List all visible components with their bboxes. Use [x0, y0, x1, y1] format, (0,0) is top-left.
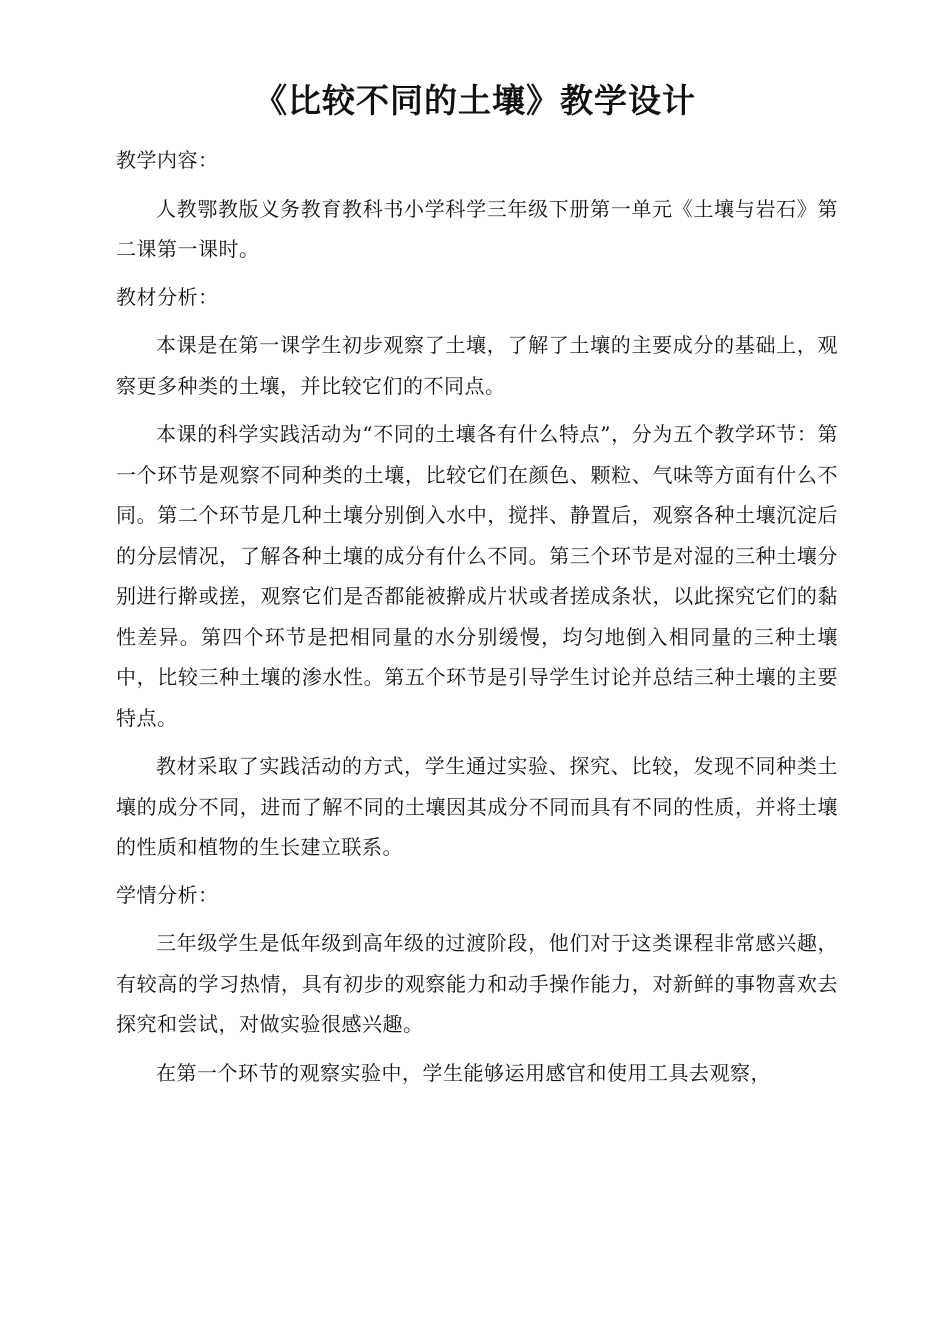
- paragraph: 本课是在第一课学生初步观察了土壤，了解了土壤的主要成分的基础上，观察更多种类的土壤，并比较它们的不同点。: [116, 333, 838, 398]
- paragraph: 在第一个环节的观察实验中，学生能够运用感官和使用工具去观察，: [156, 1060, 771, 1085]
- paragraph: 人教鄂教版义务教育教科书小学科学三年级下册第一单元《土壤与岩石》第二课第一课时。: [116, 196, 838, 261]
- paragraph: 三年级学生是低年级到高年级的过渡阶段，他们对于这类课程非常感兴趣，有较高的学习热情，具有初步的观察能力和动手操作能力，对新鲜的事物喜欢去探究和尝试，对做实验很感兴趣。: [116, 931, 838, 1036]
- section-heading-teaching-content: 教学内容：: [116, 148, 219, 172]
- paragraph: 本课的科学实践活动为“不同的土壤各有什么特点”，分为五个教学环节：第一个环节是观察不同种类的土壤，比较它们在颜色、颗粒、气味等方面有什么不同。第二个环节是几种土壤分别倒入水中，搅拌、静置后，观察各种土壤沉淀后的分层情况，了解各种土壤的成分有什么不同。第三个环节是对湿的三种土壤分别进行擀或搓，观察它们是否都能被擀成片状或者搓成条状，以此探究它们的黏性差异。第四个环节是把相同量的水分别缓慢，均匀地倒入相同量的三种土壤中，比较三种土壤的渗水性。第五个环节是引导学生讨论并总结三种土壤的主要特点。: [116, 422, 838, 730]
- document-body: [116, 140, 838, 1093]
- document-title: 《比较不同的土壤》教学设计: [254, 81, 696, 120]
- paragraph: 教材采取了实践活动的方式，学生通过实验、探究、比较，发现不同种类土壤的成分不同，进而了解不同的土壤因其成分不同而具有不同的性质，并将土壤的性质和植物的生长建立联系。: [116, 754, 838, 859]
- section-heading-student-analysis: 学情分析：: [116, 882, 219, 907]
- section-heading-textbook-analysis: 教材分析：: [116, 284, 219, 309]
